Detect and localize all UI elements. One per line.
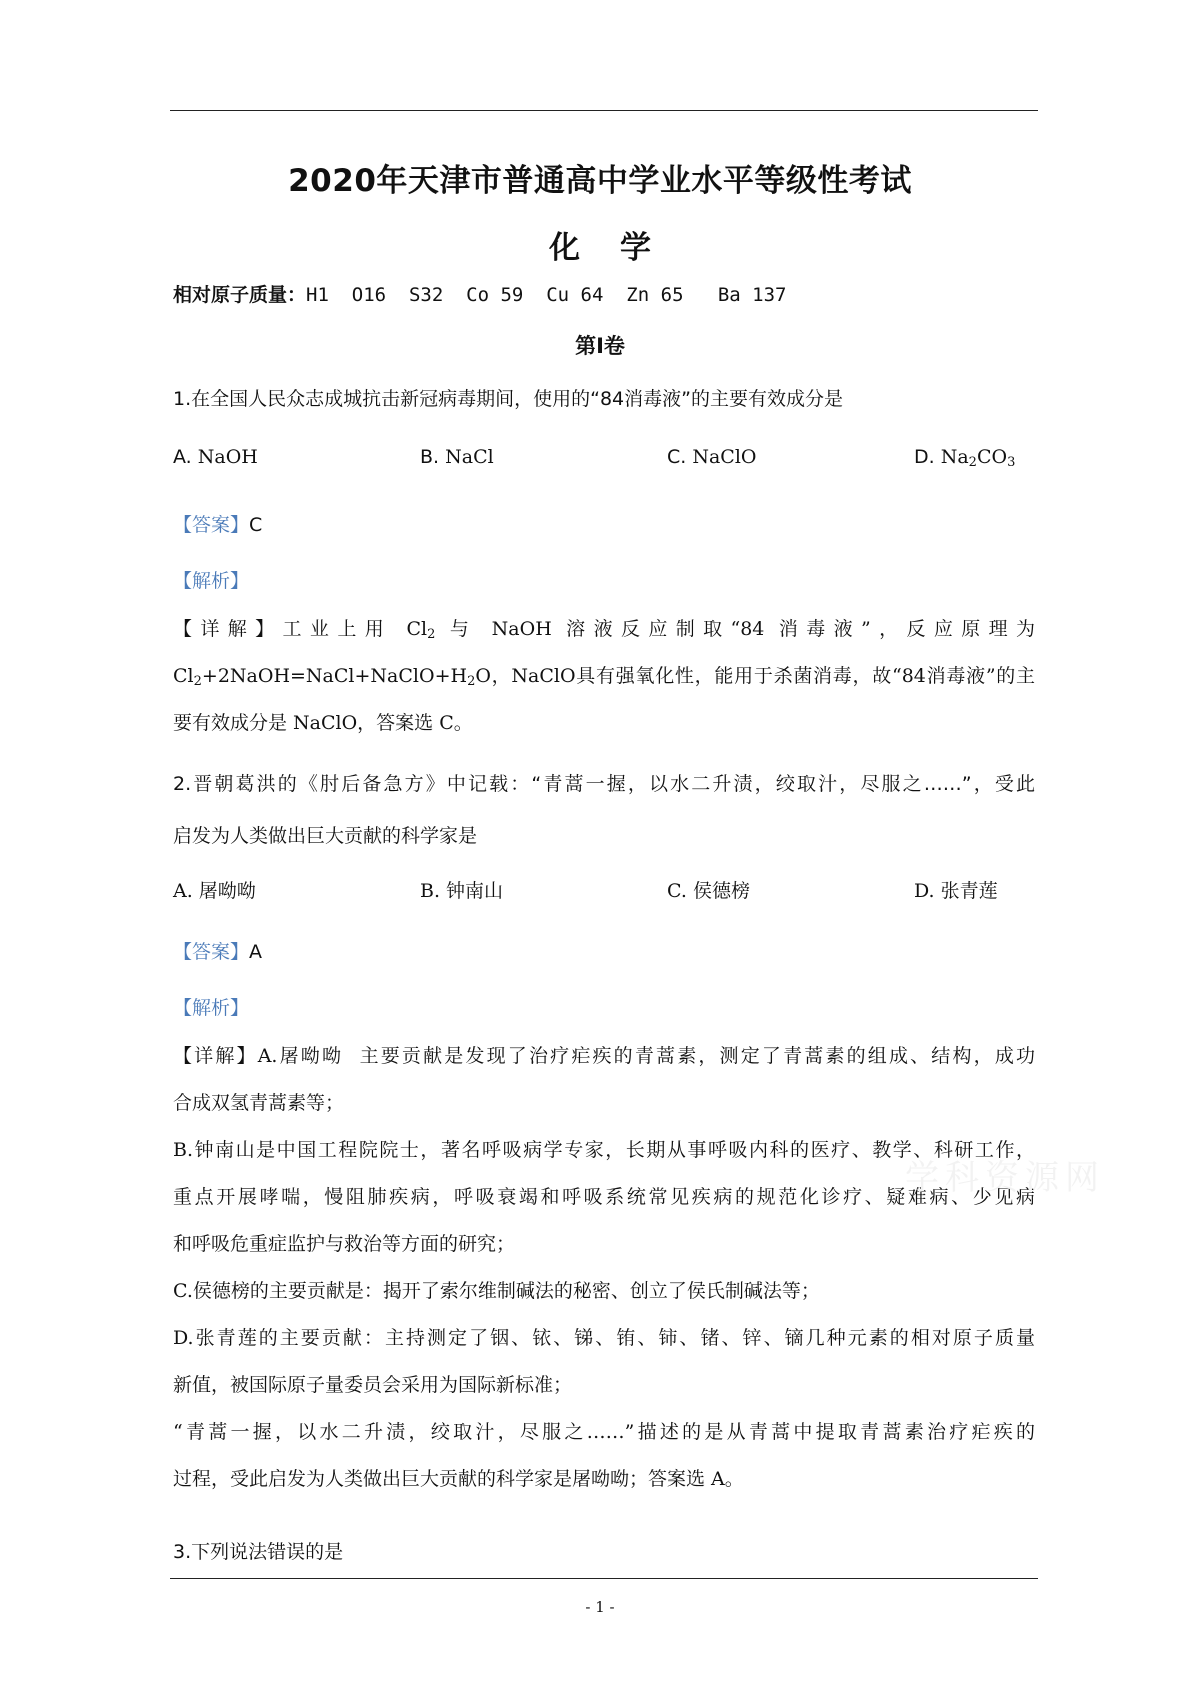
q2-detail-d-line-2: 新值，被国际原子量委员会采用为国际新标准；: [173, 1374, 573, 1396]
q1-option-a-key: A.: [173, 446, 192, 468]
q2-option-a: A. 屠呦呦: [173, 880, 256, 902]
q2-option-b: B. 钟南山: [420, 880, 504, 902]
q2-answer-tag: 【答案】: [173, 941, 250, 963]
q1-option-a-text: NaOH: [197, 446, 258, 468]
q1-option-d-key: D.: [914, 446, 935, 468]
q1-answer: [173, 511, 262, 539]
q2-stem-line-1: 2.晋朝葛洪的《肘后备急方》中记载：“青蒿一握，以水二升渍，绞取汁，尽服之……”，受此: [173, 773, 1035, 795]
watermark: 学科资源网: [905, 1158, 1105, 1198]
q1-stem: 1.在全国人民众志成城抗击新冠病毒期间，使用的“84消毒液”的主要有效成分是: [173, 388, 843, 410]
q1-option-b-text: NaCl: [445, 446, 494, 468]
q1-option-d-text: $Na_2CO_3$: [940, 446, 1016, 470]
q2-answer: [173, 938, 262, 966]
q1-option-c: [667, 446, 757, 468]
q1-option-c-key: C.: [667, 446, 687, 468]
q1-answer-tag: 【答案】: [173, 514, 250, 536]
q2-option-c: C. 侯德榜: [667, 880, 750, 902]
section-heading: 第Ⅰ卷: [575, 334, 625, 358]
header-rule: [170, 110, 1038, 111]
q1-analysis-tag: 【解析】: [173, 570, 250, 592]
q1-detail: [173, 606, 1035, 747]
q1-option-b-key: B.: [420, 446, 440, 468]
atomic-mass-label: 相对原子质量：: [173, 284, 307, 306]
footer-rule: [170, 1578, 1038, 1579]
subject-char-1: 化: [549, 230, 580, 266]
q2-analysis-tag: 【解析】: [173, 997, 250, 1019]
q2-detail-b-line-2: 重点开展哮喘，慢阻肺疾病，呼吸衰竭和呼吸系统常见疾病的规范化诊疗、疑难病、少见病: [173, 1186, 1035, 1208]
atomic-mass-values: H1 O16 S32 Co 59 Cu 64 Zn 65 Ba 137: [306, 284, 787, 306]
q1-answer-value: C: [249, 514, 263, 536]
q1-detail-line-1: 【详解】工业上用 $Cl_2$ 与 NaOH 溶液反应制取“84 消毒液”，反应原理为: [173, 618, 1035, 642]
subject-title: [0, 222, 1200, 267]
subject-char-2: 学: [620, 230, 651, 266]
q1-detail-line-2: $Cl_2+2NaOH=NaCl+NaClO+H_2O$，NaClO具有强氧化性，能用于杀菌消毒，故“84消毒液”的主: [173, 665, 1035, 689]
q2-detail: [173, 1033, 1035, 1503]
q2-option-d: D. 张青莲: [914, 880, 998, 902]
q2-detail-b-line-1: B.钟南山是中国工程院院士，著名呼吸病学专家，长期从事呼吸内科的医疗、教学、科研工作，: [173, 1139, 1035, 1161]
page-number: - 1 -: [585, 1598, 615, 1616]
q1-option-b: [420, 446, 494, 468]
q1-detail-line-3: 要有效成分是 NaClO，答案选 C。: [173, 712, 473, 734]
q2-detail-c: C.侯德榜的主要贡献是：揭开了索尔维制碱法的秘密、创立了侯氏制碱法等；: [173, 1280, 820, 1302]
q2-detail-d-line-1: D.张青莲的主要贡献：主持测定了铟、铱、锑、铕、铈、锗、锌、镝几种元素的相对原子质量: [173, 1327, 1035, 1349]
q2-detail-a-line-2: 合成双氢青蒿素等；: [173, 1092, 345, 1114]
q3-stem: 3.下列说法错误的是: [173, 1541, 344, 1563]
q2-detail-b-line-3: 和呼吸危重症监护与救治等方面的研究；: [173, 1233, 516, 1255]
q2-stem-line-2: 启发为人类做出巨大贡献的科学家是: [173, 825, 478, 847]
q2-stem: [173, 758, 1035, 862]
q1-option-d: [914, 446, 1015, 468]
q2-answer-value: A: [249, 941, 263, 963]
atomic-mass-line: [173, 281, 786, 309]
q1-option-c-text: NaClO: [692, 446, 757, 468]
q2-detail-a-line-1: 【详解】A.屠呦呦 主要贡献是发现了治疗疟疾的青蒿素，测定了青蒿素的组成、结构，成功: [173, 1045, 1035, 1067]
q2-detail-summary-line-2: 过程，受此启发为人类做出巨大贡献的科学家是屠呦呦；答案选 A。: [173, 1468, 744, 1490]
q2-detail-summary-line-1: “青蒿一握，以水二升渍，绞取汁，尽服之……”描述的是从青蒿中提取青蒿素治疗疟疾的: [173, 1421, 1035, 1443]
q1-option-a: [173, 446, 258, 468]
exam-title: 2020年天津市普通高中学业水平等级性考试: [288, 163, 912, 199]
